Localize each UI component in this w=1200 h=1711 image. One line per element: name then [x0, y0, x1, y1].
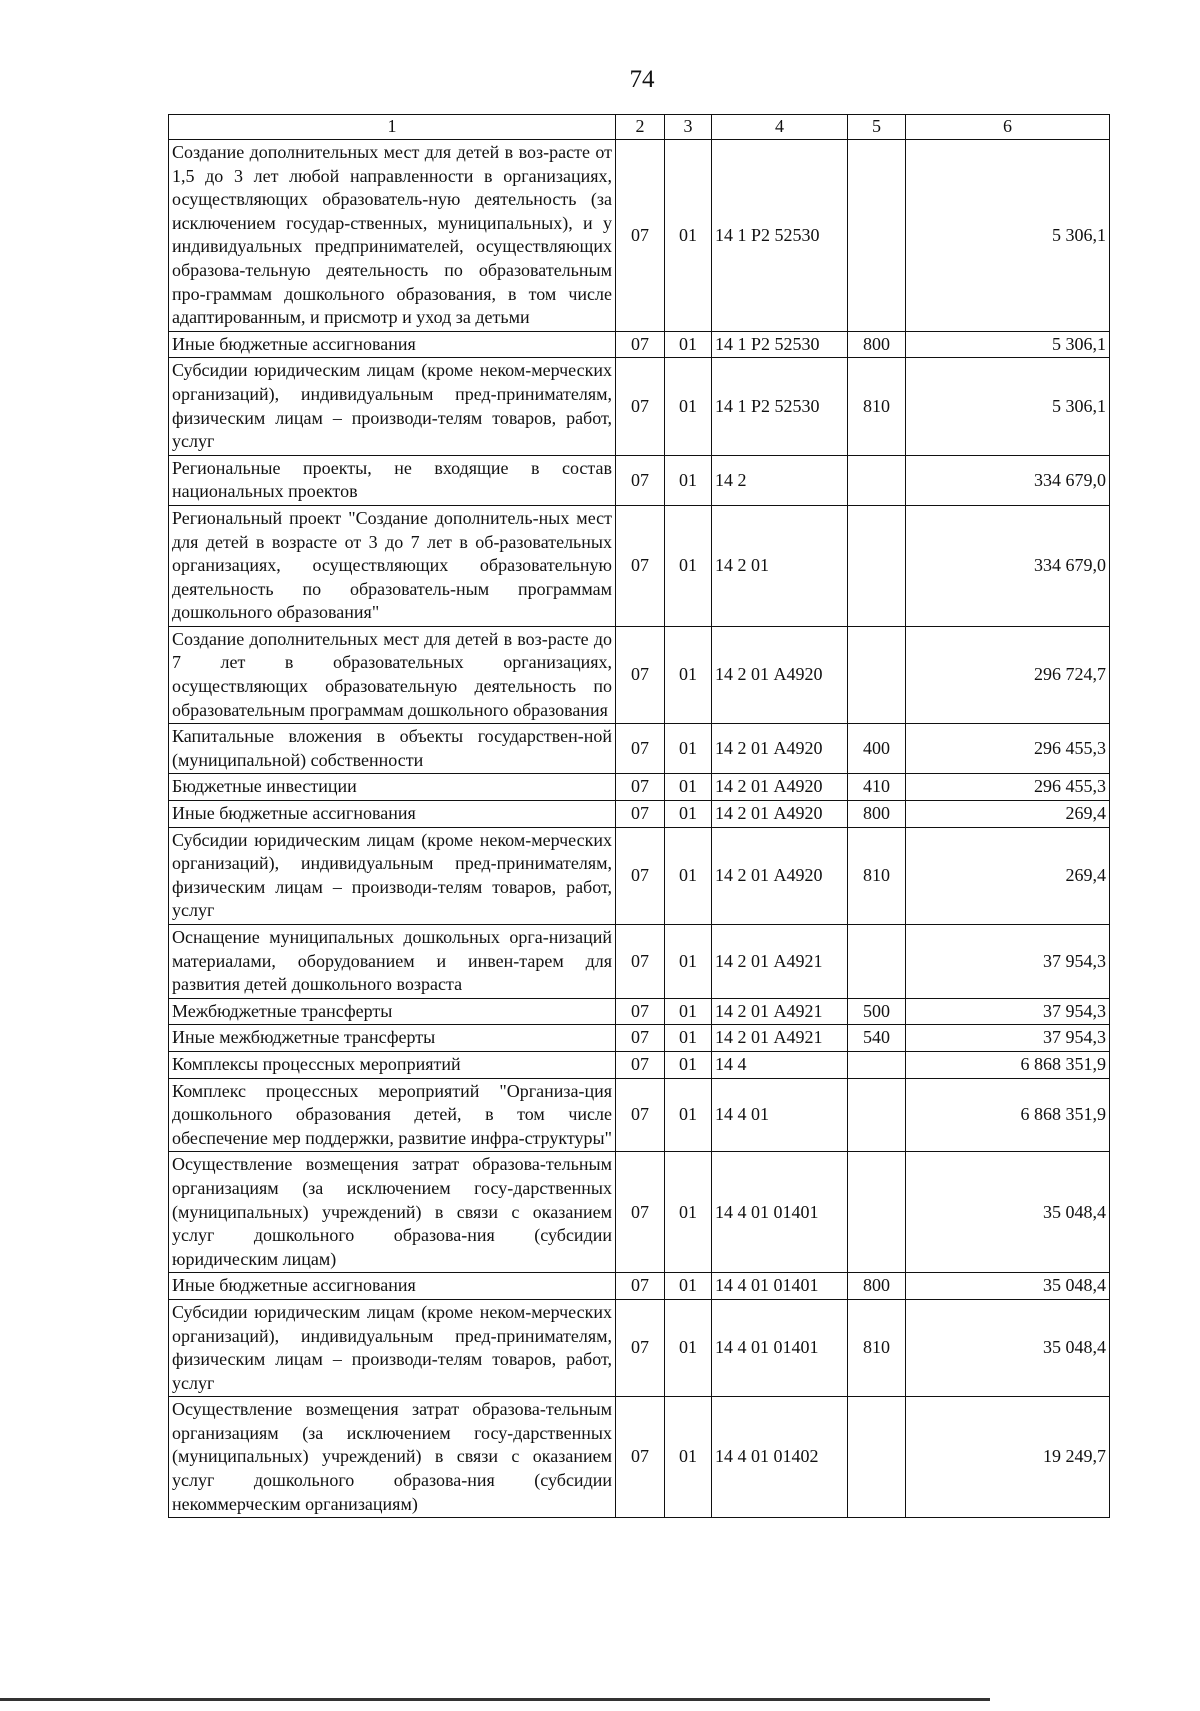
table-row [169, 331, 1110, 358]
amount-cell: 334 679,0 [906, 455, 1110, 505]
expense-type-cell: 810 [848, 1299, 906, 1396]
table-row [169, 998, 1110, 1025]
subsection-cell: 01 [665, 801, 712, 828]
expense-type-cell: 400 [848, 724, 906, 774]
table-row [169, 1152, 1110, 1273]
expense-type-cell: 500 [848, 998, 906, 1025]
table-row [169, 455, 1110, 505]
row-name-cell: Осуществление возмещения затрат образова-тельным организациям (за исключением госу-дарственных (муниципальных) учреждений) в связи с оказанием услуг дошкольного образова-ния (субсидии юридическим лицам) [169, 1152, 616, 1273]
column-header: 3 [665, 115, 712, 140]
section-cell: 07 [616, 140, 665, 332]
target-article-cell: 14 2 01 [712, 505, 848, 626]
expense-type-cell [848, 505, 906, 626]
target-article-cell: 14 1 Р2 52530 [712, 140, 848, 332]
target-article-cell: 14 4 01 01402 [712, 1397, 848, 1518]
expense-type-cell: 540 [848, 1025, 906, 1052]
section-cell: 07 [616, 331, 665, 358]
section-cell: 07 [616, 998, 665, 1025]
expense-type-cell: 810 [848, 358, 906, 455]
table-row [169, 925, 1110, 999]
section-cell: 07 [616, 358, 665, 455]
table-row [169, 505, 1110, 626]
section-cell: 07 [616, 925, 665, 999]
target-article-cell: 14 2 01 А4921 [712, 1025, 848, 1052]
amount-cell: 5 306,1 [906, 331, 1110, 358]
subsection-cell: 01 [665, 358, 712, 455]
expense-type-cell [848, 1152, 906, 1273]
target-article-cell: 14 2 01 А4920 [712, 827, 848, 924]
table-row [169, 1397, 1110, 1518]
budget-table [168, 114, 1110, 1518]
table-row [169, 1025, 1110, 1052]
column-header: 2 [616, 115, 665, 140]
subsection-cell: 01 [665, 1152, 712, 1273]
row-name-cell: Иные бюджетные ассигнования [169, 1273, 616, 1300]
section-cell: 07 [616, 455, 665, 505]
amount-cell: 5 306,1 [906, 358, 1110, 455]
section-cell: 07 [616, 1152, 665, 1273]
target-article-cell: 14 4 01 01401 [712, 1299, 848, 1396]
subsection-cell: 01 [665, 505, 712, 626]
row-name-cell: Субсидии юридическим лицам (кроме неком-мерческих организаций), индивидуальным пред-принимателям, физическим лицам – производи-телям товаров, работ, услуг [169, 827, 616, 924]
header-row [169, 115, 1110, 140]
column-header: 5 [848, 115, 906, 140]
target-article-cell: 14 2 01 А4920 [712, 801, 848, 828]
row-name-cell: Региональные проекты, не входящие в состав национальных проектов [169, 455, 616, 505]
row-name-cell: Создание дополнительных мест для детей в воз-расте до 7 лет в образовательных организациях, осуществляющих образовательную деятельность по образовательным программам дошкольного образования [169, 626, 616, 723]
section-cell: 07 [616, 774, 665, 801]
expense-type-cell [848, 1078, 906, 1152]
row-name-cell: Субсидии юридическим лицам (кроме неком-мерческих организаций), индивидуальным пред-принимателям, физическим лицам – производи-телям товаров, работ, услуг [169, 358, 616, 455]
expense-type-cell [848, 626, 906, 723]
table-row [169, 358, 1110, 455]
expense-type-cell: 800 [848, 1273, 906, 1300]
row-name-cell: Создание дополнительных мест для детей в воз-расте от 1,5 до 3 лет любой направленности в организациях, осуществляющих образователь-ную деятельность (за исключением государ-ственных, муниципальных), и у индивидуальных предпринимателей, осуществляющих образова-тельную деятельность по образовательным про-граммам дошкольного образования, в том числе адаптированным, и присмотр и уход за детьми [169, 140, 616, 332]
table-row [169, 1299, 1110, 1396]
row-name-cell: Региональный проект "Создание дополнитель-ных мест для детей в возрасте от 3 до 7 лет в об-разовательных организациях, осуществляющих образовательную деятельность по образователь-ным программам дошкольного образования" [169, 505, 616, 626]
row-name-cell: Осуществление возмещения затрат образова-тельным организациям (за исключением госу-дарственных (муниципальных) учреждений) в связи с оказанием услуг дошкольного образова-ния (субсидии некоммерческим организациям) [169, 1397, 616, 1518]
subsection-cell: 01 [665, 1051, 712, 1078]
page-bottom-rule [0, 1698, 990, 1701]
amount-cell: 37 954,3 [906, 1025, 1110, 1052]
amount-cell: 37 954,3 [906, 925, 1110, 999]
subsection-cell: 01 [665, 724, 712, 774]
target-article-cell: 14 4 01 01401 [712, 1152, 848, 1273]
target-article-cell: 14 2 01 А4921 [712, 998, 848, 1025]
target-article-cell: 14 1 Р2 52530 [712, 358, 848, 455]
page-number: 74 [629, 66, 655, 93]
row-name-cell: Иные межбюджетные трансферты [169, 1025, 616, 1052]
row-name-cell: Иные бюджетные ассигнования [169, 331, 616, 358]
expense-type-cell [848, 455, 906, 505]
section-cell: 07 [616, 827, 665, 924]
column-header: 4 [712, 115, 848, 140]
subsection-cell: 01 [665, 998, 712, 1025]
row-name-cell: Межбюджетные трансферты [169, 998, 616, 1025]
subsection-cell: 01 [665, 455, 712, 505]
amount-cell: 269,4 [906, 827, 1110, 924]
table-row [169, 774, 1110, 801]
target-article-cell: 14 4 01 [712, 1078, 848, 1152]
target-article-cell: 14 2 01 А4920 [712, 626, 848, 723]
row-name-cell: Бюджетные инвестиции [169, 774, 616, 801]
section-cell: 07 [616, 1397, 665, 1518]
expense-type-cell [848, 140, 906, 332]
amount-cell: 6 868 351,9 [906, 1078, 1110, 1152]
section-cell: 07 [616, 1078, 665, 1152]
amount-cell: 35 048,4 [906, 1273, 1110, 1300]
table-row [169, 140, 1110, 332]
expense-type-cell [848, 1397, 906, 1518]
target-article-cell: 14 2 01 А4920 [712, 724, 848, 774]
section-cell: 07 [616, 1025, 665, 1052]
row-name-cell: Субсидии юридическим лицам (кроме неком-мерческих организаций), индивидуальным пред-принимателям, физическим лицам – производи-телям товаров, работ, услуг [169, 1299, 616, 1396]
table-row [169, 1078, 1110, 1152]
expense-type-cell: 410 [848, 774, 906, 801]
table-row [169, 801, 1110, 828]
table-row [169, 724, 1110, 774]
row-name-cell: Иные бюджетные ассигнования [169, 801, 616, 828]
row-name-cell: Комплекс процессных мероприятий "Организа-ция дошкольного образования детей, в том числе обеспечение мер поддержки, развитие инфра-структуры" [169, 1078, 616, 1152]
subsection-cell: 01 [665, 1299, 712, 1396]
section-cell: 07 [616, 1273, 665, 1300]
subsection-cell: 01 [665, 925, 712, 999]
column-header: 6 [906, 115, 1110, 140]
target-article-cell: 14 4 01 01401 [712, 1273, 848, 1300]
amount-cell: 296 455,3 [906, 724, 1110, 774]
column-header: 1 [169, 115, 616, 140]
subsection-cell: 01 [665, 1273, 712, 1300]
target-article-cell: 14 4 [712, 1051, 848, 1078]
subsection-cell: 01 [665, 827, 712, 924]
amount-cell: 296 455,3 [906, 774, 1110, 801]
amount-cell: 269,4 [906, 801, 1110, 828]
row-name-cell: Капитальные вложения в объекты государствен-ной (муниципальной) собственности [169, 724, 616, 774]
subsection-cell: 01 [665, 331, 712, 358]
amount-cell: 37 954,3 [906, 998, 1110, 1025]
table-row [169, 827, 1110, 924]
expense-type-cell [848, 1051, 906, 1078]
amount-cell: 5 306,1 [906, 140, 1110, 332]
amount-cell: 334 679,0 [906, 505, 1110, 626]
expense-type-cell: 800 [848, 331, 906, 358]
amount-cell: 35 048,4 [906, 1299, 1110, 1396]
subsection-cell: 01 [665, 626, 712, 723]
target-article-cell: 14 2 [712, 455, 848, 505]
table-row [169, 626, 1110, 723]
subsection-cell: 01 [665, 1078, 712, 1152]
subsection-cell: 01 [665, 1397, 712, 1518]
section-cell: 07 [616, 626, 665, 723]
section-cell: 07 [616, 1299, 665, 1396]
subsection-cell: 01 [665, 774, 712, 801]
expense-type-cell [848, 925, 906, 999]
amount-cell: 19 249,7 [906, 1397, 1110, 1518]
target-article-cell: 14 2 01 А4921 [712, 925, 848, 999]
table-row [169, 1273, 1110, 1300]
expense-type-cell: 800 [848, 801, 906, 828]
target-article-cell: 14 2 01 А4920 [712, 774, 848, 801]
section-cell: 07 [616, 724, 665, 774]
section-cell: 07 [616, 1051, 665, 1078]
table-row [169, 1051, 1110, 1078]
subsection-cell: 01 [665, 140, 712, 332]
subsection-cell: 01 [665, 1025, 712, 1052]
amount-cell: 6 868 351,9 [906, 1051, 1110, 1078]
row-name-cell: Комплексы процессных мероприятий [169, 1051, 616, 1078]
section-cell: 07 [616, 801, 665, 828]
target-article-cell: 14 1 Р2 52530 [712, 331, 848, 358]
section-cell: 07 [616, 505, 665, 626]
row-name-cell: Оснащение муниципальных дошкольных орга-низаций материалами, оборудованием и инвен-тарем для развития детей дошкольного возраста [169, 925, 616, 999]
expense-type-cell: 810 [848, 827, 906, 924]
amount-cell: 296 724,7 [906, 626, 1110, 723]
amount-cell: 35 048,4 [906, 1152, 1110, 1273]
